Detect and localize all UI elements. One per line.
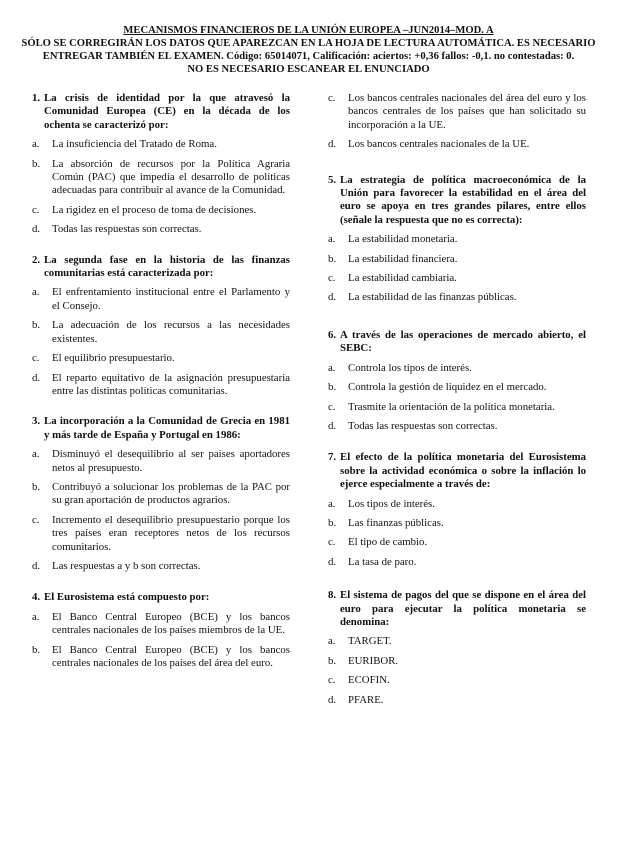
option-text: El Banco Central Europeo (BCE) y los bancos centrales nacionales de los países del área del euro. — [52, 643, 290, 669]
option-a — [328, 362, 586, 375]
option-text: La estabilidad cambiaria. — [348, 272, 457, 285]
option-text: Incremento el desequilibrio presupuestario porque los tres países eran receptores netos de los recursos comunitarios. — [52, 513, 290, 553]
option-letter: c. — [328, 92, 336, 104]
option-text: Las respuestas a y b son correctas. — [52, 559, 201, 572]
option-text: ECOFIN. — [348, 674, 390, 687]
question-number: 1. — [32, 92, 41, 104]
option-b — [328, 517, 586, 530]
question-3 — [32, 415, 290, 573]
option-letter: d. — [32, 223, 41, 236]
option-letter: c. — [32, 352, 40, 365]
option-d — [32, 560, 290, 573]
option-text: Los tipos de interés. — [348, 497, 435, 510]
question-5 — [328, 174, 586, 305]
option-letter: b. — [32, 643, 41, 656]
option-letter: b. — [328, 381, 337, 394]
option-a — [328, 635, 586, 648]
option-a — [32, 286, 290, 313]
question-text: La incorporación a la Comunidad de Grecia en 1981 y más tarde de España y Portugal en 1986: — [44, 415, 290, 441]
question-text: La segunda fase en la historia de las finanzas comunitarias está caracterizada por: — [44, 253, 290, 280]
option-letter: a. — [328, 233, 336, 246]
question-number: 7. — [328, 451, 337, 464]
option-letter: c. — [32, 513, 40, 526]
question-text: El Eurosistema está compuesto por: — [44, 591, 210, 604]
option-text: PFARE. — [348, 693, 384, 706]
exam-header — [0, 24, 617, 76]
option-text: Los bancos centrales nacionales de la UE. — [348, 138, 530, 151]
option-letter: d. — [328, 138, 337, 151]
option-letter: c. — [328, 674, 336, 687]
option-a — [32, 138, 290, 151]
option-letter: b. — [32, 319, 41, 332]
option-text: La absorción de recursos por la Política Agraria Común (PAC) que impedía el desarrollo de políticas adecuadas para contribuir al avance de la Comunidad. — [52, 157, 290, 197]
option-letter: c. — [328, 400, 336, 413]
option-text: Controla la gestión de liquidez en el mercado. — [348, 381, 547, 394]
option-a — [32, 611, 290, 638]
option-letter: a. — [32, 448, 40, 461]
question-text: El sistema de pagos del que se dispone en el área del euro para ejecutar la política monetaria se denomina: — [340, 589, 586, 628]
option-letter: d. — [328, 555, 337, 568]
option-text: El tipo de cambio. — [348, 536, 428, 549]
option-text: La adecuación de los recursos a las necesidades existentes. — [52, 319, 290, 345]
option-text: La insuficiencia del Tratado de Roma. — [52, 138, 217, 151]
option-b — [328, 655, 586, 668]
option-text: La estabilidad de las finanzas públicas. — [348, 291, 517, 304]
option-b — [32, 644, 290, 671]
option-d — [328, 556, 586, 569]
option-letter: c. — [32, 203, 40, 216]
option-letter: a. — [32, 138, 40, 151]
option-c — [32, 204, 290, 217]
option-text: La estabilidad monetaria. — [348, 233, 458, 246]
option-text: El equilibrio presupuestario. — [52, 352, 175, 365]
option-a — [328, 233, 586, 246]
option-a — [32, 448, 290, 475]
option-letter: a. — [32, 286, 40, 299]
option-text: La estabilidad financiera. — [348, 252, 458, 265]
option-text: EURIBOR. — [348, 654, 399, 667]
option-text: Contribuyó a solucionar los problemas de la PAC por su gran aportación de productos agrarios. — [52, 480, 290, 507]
option-d — [328, 694, 586, 707]
option-c — [328, 536, 586, 549]
question-text: La estrategia de política macroeconómica de la Unión para favorecer la estabilidad en el área del euro se apoya en tres grandes pilares, entre ellos (señale la respuesta que no es correcta): — [340, 173, 586, 226]
option-text: Los bancos centrales nacionales del área del euro y los bancos centrales de los países que han solicitado su incorporación a la UE. — [348, 92, 586, 131]
option-letter: a. — [328, 635, 336, 648]
option-text: Disminuyó el desequilibrio al ser países aportadores netos al presupuesto. — [52, 448, 290, 474]
question-number: 6. — [328, 328, 337, 341]
question-number: 2. — [32, 253, 41, 266]
option-text: El enfrentamiento institucional entre el Parlamento y el Consejo. — [52, 286, 290, 312]
right-column — [328, 92, 586, 724]
option-text: El Banco Central Europeo (BCE) y los bancos centrales nacionales de los países miembros de la UE. — [52, 610, 290, 637]
option-letter: d. — [32, 371, 41, 384]
option-text: Controla los tipos de interés. — [348, 361, 472, 374]
instructions-line-1: SÓLO SE CORREGIRÁN LOS DATOS QUE APAREZCAN EN LA HOJA DE LECTURA AUTOMÁTICA. ES NECESARIO — [21, 38, 596, 49]
option-letter: b. — [328, 516, 337, 529]
option-c — [32, 352, 290, 365]
option-letter: b. — [328, 252, 337, 265]
option-b — [328, 253, 586, 266]
question-4 — [32, 591, 290, 670]
option-text: Las finanzas públicas. — [348, 516, 444, 529]
option-text: El reparto equitativo de la asignación presupuestaria entre las distintas políticas comunitarias. — [52, 371, 290, 397]
option-letter: a. — [328, 361, 336, 374]
question-7 — [328, 451, 586, 569]
option-letter: a. — [32, 610, 40, 623]
instructions-line-2: ENTREGAR TAMBIÉN EL EXAMEN. Código: 65014071, Calificación: aciertos: +0,36 fallos: -0,1. no contestadas: 0. — [42, 51, 575, 62]
option-letter: d. — [328, 693, 337, 706]
option-letter: a. — [328, 497, 336, 510]
option-text: Todas las respuestas son correctas. — [348, 419, 498, 432]
option-letter: d. — [328, 291, 337, 304]
question-text: La crisis de identidad por la que atravesó la Comunidad Europea (CE) en la década de los ochenta se caracterizó por: — [44, 92, 290, 131]
option-c — [328, 401, 586, 414]
option-letter: c. — [328, 272, 336, 285]
option-letter: d. — [328, 419, 337, 432]
option-d — [32, 223, 290, 236]
option-b — [328, 381, 586, 394]
instructions-line-3: NO ES NECESARIO ESCANEAR EL ENUNCIADO — [187, 64, 430, 75]
exam-title: MECANISMOS FINANCIEROS DE LA UNIÓN EUROPEA –JUN2014–MOD. A — [123, 25, 494, 36]
option-letter: b. — [328, 654, 337, 667]
question-1 — [32, 92, 290, 237]
option-d — [328, 420, 586, 433]
option-c — [328, 92, 586, 132]
left-column — [32, 92, 290, 687]
question-number: 3. — [32, 415, 41, 428]
option-c — [328, 272, 586, 285]
option-text: La rigidez en el proceso de toma de decisiones. — [52, 203, 257, 216]
question-4-continued — [328, 92, 586, 152]
option-d — [328, 138, 586, 151]
question-2 — [32, 254, 290, 399]
option-letter: c. — [328, 536, 336, 549]
option-d — [328, 291, 586, 304]
question-number: 4. — [32, 591, 41, 604]
question-number: 5. — [328, 173, 337, 186]
option-letter: b. — [32, 480, 41, 493]
option-text: La tasa de paro. — [348, 555, 417, 568]
option-b — [32, 158, 290, 198]
option-letter: b. — [32, 157, 41, 170]
option-text: Todas las respuestas son correctas. — [52, 223, 202, 236]
question-text: El efecto de la política monetaria del Eurosistema sobre la actividad económica o sobre la inflación lo ejerce especialmente a través de: — [340, 451, 586, 491]
option-b — [32, 319, 290, 346]
option-c — [32, 514, 290, 554]
question-number: 8. — [328, 589, 337, 602]
option-text: TARGET. — [348, 635, 392, 648]
option-b — [32, 481, 290, 508]
option-a — [328, 498, 586, 511]
option-text: Trasmite la orientación de la política monetaria. — [348, 400, 555, 413]
question-text: A través de las operaciones de mercado abierto, el SEBC: — [340, 328, 586, 355]
question-6 — [328, 329, 586, 433]
question-8 — [328, 589, 586, 707]
option-d — [32, 372, 290, 399]
option-letter: d. — [32, 559, 41, 572]
option-c — [328, 674, 586, 687]
